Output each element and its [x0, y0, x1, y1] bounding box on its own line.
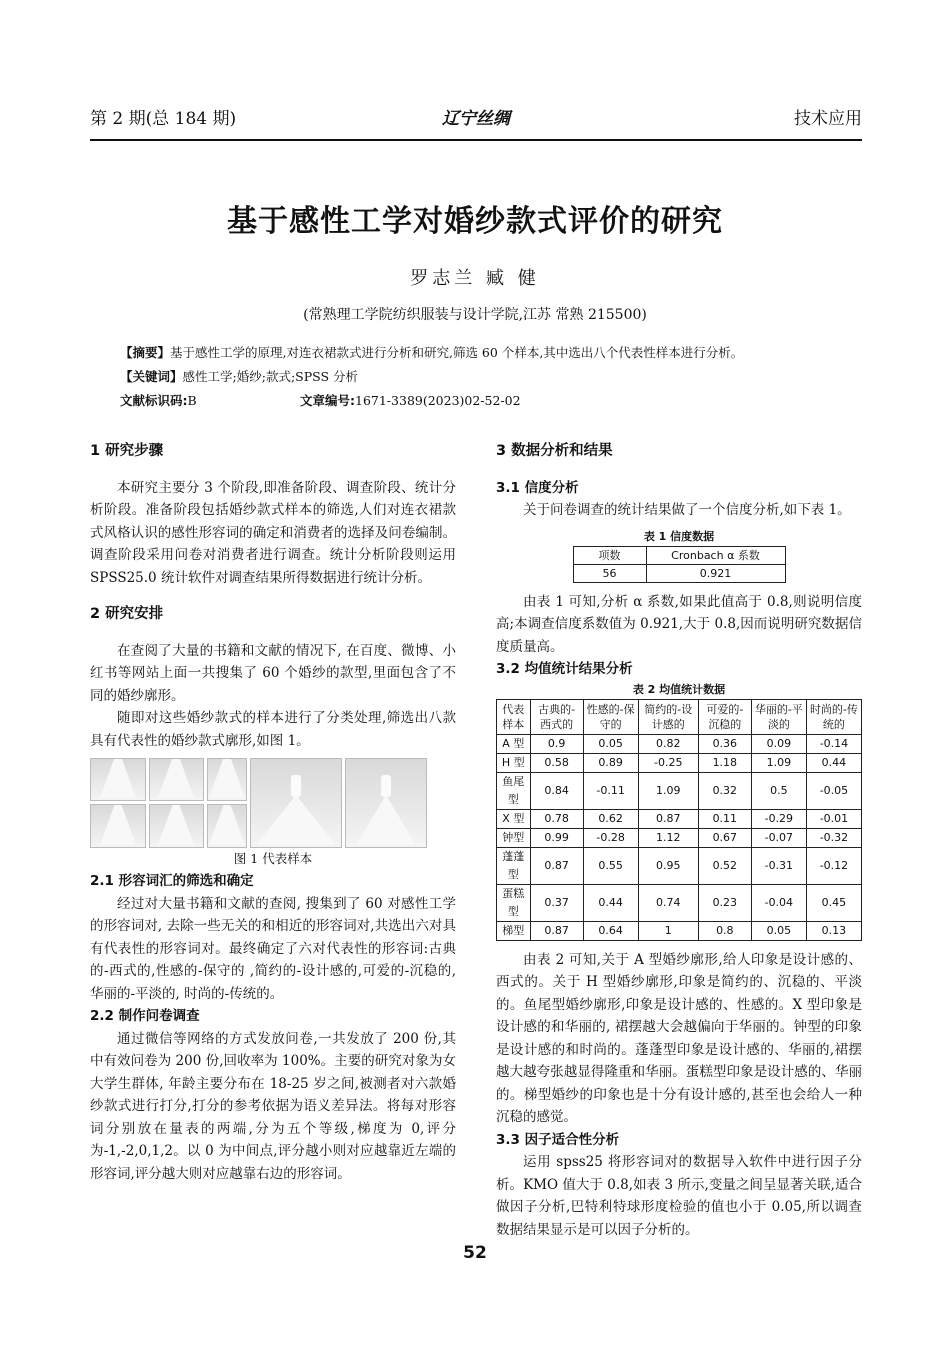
- table-cell: 0.05: [751, 921, 806, 940]
- dress-photo-5: [207, 758, 247, 801]
- header-divider: [90, 139, 862, 141]
- abstract: [120, 343, 743, 361]
- authors: 罗志兰 臧 健: [410, 268, 540, 289]
- section-2-paragraph-2: 随即对这些婚纱款式的样本进行了分类处理,筛选出八款具有代表性的婚纱款式廓形,如图 1。: [90, 710, 456, 749]
- table-cell: 1.09: [751, 753, 806, 772]
- table-cell: 0.11: [698, 809, 751, 828]
- affiliation: (常熟理工学院纺织服装与设计学院,江苏 常熟 215500): [303, 307, 647, 323]
- section-2-2-paragraph: 通过微信等网络的方式发放问卷,一共发放了 200 份,其中有效问卷为 200 份,回收率为 100%。主要的研究对象为女大学生群体, 年龄主要分布在 18-25 岁之间,被测者对六款婚纱款式进行打分,打分的参考依据为语义差异法。将每对形容词分别放在量表的两端,分为五个等级,梯度为 0,评分为-1,-2,0,1,2。以 0 为中间点,评分越小则对应越靠近左端的形容词,评分越大则对应越靠右边的形容词。: [90, 1030, 456, 1182]
- table-cell: 0.37: [530, 884, 583, 921]
- table-cell: 1.09: [638, 772, 698, 809]
- journal-name: 辽宁丝绸: [442, 109, 510, 129]
- table-row: [497, 921, 862, 940]
- section-2-heading: 2 研究安排: [90, 606, 164, 622]
- table-row: [497, 753, 862, 772]
- table-cell: 0.5: [751, 772, 806, 809]
- table-1-cell: 0.921: [646, 564, 785, 582]
- table-cell: 0.67: [698, 828, 751, 847]
- section-3-3-heading: 3.3 因子适合性分析: [496, 1131, 620, 1148]
- classification-label: 文献标识码:: [120, 393, 188, 408]
- figure-caption: 图 1 代表样本: [233, 851, 313, 866]
- row-label: 梯型: [497, 921, 531, 940]
- table-cell: 0.32: [698, 772, 751, 809]
- table-cell: -0.01: [806, 809, 861, 828]
- table-row: [497, 884, 862, 921]
- running-header: [90, 104, 862, 138]
- table-cell: 1.12: [638, 828, 698, 847]
- section-3-3-paragraph: 运用 spss25 将形容词对的数据导入软件中进行因子分析。KMO 值大于 0.8,如表 3 所示,变量之间呈显著关联,适合做因子分析,巴特利特球形度检验的值也小于 0.05,所以调查数据结果显示是可以因子分析的。: [496, 1154, 862, 1238]
- table-cell: 0.87: [638, 809, 698, 828]
- table-cell: 1: [638, 921, 698, 940]
- reliability-table: [573, 546, 786, 583]
- dress-photo-4: [149, 804, 205, 848]
- right-column: [496, 440, 862, 1241]
- table-cell: 0.9: [530, 734, 583, 753]
- table-2-header: 古典的-西式的: [530, 699, 583, 734]
- table-2-header: 性感的-保守的: [583, 699, 638, 734]
- section-3-2-paragraph: 由表 2 可知,关于 A 型婚纱廓形,给人印象是设计感的、西式的。关于 H 型婚纱廓形,印象是简约的、沉稳的、平淡的。鱼尾型婚纱廓形,印象是设计感的、性感的。X 型印象是设计感的和华丽的, 裙摆越大会越偏向于华丽的。钟型的印象是设计感的和时尚的。蓬蓬型印象是设计感的、华丽的,裙摆越大越夸张越显得隆重和华丽。蛋糕型印象是设计感的、华丽的。梯型婚纱的印象也是十分有设计感的,甚至也会给人一种沉稳的感觉。: [496, 951, 862, 1125]
- table-cell: 0.36: [698, 734, 751, 753]
- section-3-2-heading: 3.2 均值统计结果分析: [496, 661, 633, 677]
- keywords-text: 感性工学;婚纱;款式;SPSS 分析: [182, 369, 359, 384]
- table-cell: 0.58: [530, 753, 583, 772]
- table-cell: 0.87: [530, 847, 583, 884]
- table-row: [497, 772, 862, 809]
- table-cell: -0.11: [583, 772, 638, 809]
- dress-photo-1: [90, 758, 146, 801]
- section-label: 技术应用: [794, 109, 862, 129]
- table-cell: 0.62: [583, 809, 638, 828]
- table-cell: 0.52: [698, 847, 751, 884]
- row-label: 钟型: [497, 828, 531, 847]
- table-row: [497, 847, 862, 884]
- table-2-header: 可爱的-沉稳的: [698, 699, 751, 734]
- dress-photo-7: [250, 758, 342, 848]
- table-cell: -0.05: [806, 772, 861, 809]
- article-number-label: 文章编号:: [300, 393, 355, 408]
- dress-photo-3: [90, 804, 146, 848]
- section-3-heading: 3 数据分析和结果: [496, 443, 613, 459]
- table-cell: 0.84: [530, 772, 583, 809]
- section-2-2-heading: 2.2 制作问卷调查: [90, 1008, 200, 1024]
- table-cell: 0.87: [530, 921, 583, 940]
- table-2-caption: 表 2 均值统计数据: [632, 682, 726, 696]
- table-cell: 0.55: [583, 847, 638, 884]
- table-1-header: 项数: [573, 546, 646, 564]
- section-3-1-paragraph-2: 由表 1 可知,分析 α 系数,如果此值高于 0.8,则说明信度高;本调查信度系数值为 0.921,大于 0.8,因而说明研究数据信度质量高。: [496, 593, 862, 655]
- section-1-heading: 1 研究步骤: [90, 443, 164, 459]
- paper-title: 基于感性工学对婚纱款式评价的研究: [227, 204, 723, 239]
- section-2-paragraph-1: 在查阅了大量的书籍和文献的情况下, 在百度、微博、小红书等网站上面一共搜集了 60 个婚纱的款型,里面包含了不同的婚纱廓形。: [90, 642, 456, 704]
- abstract-label: 【摘要】: [120, 345, 171, 360]
- table-cell: -0.28: [583, 828, 638, 847]
- table-cell: -0.07: [751, 828, 806, 847]
- table-cell: 0.09: [751, 734, 806, 753]
- table-cell: 1.18: [698, 753, 751, 772]
- row-label: 蓬蓬型: [497, 847, 531, 884]
- table-cell: 0.89: [583, 753, 638, 772]
- table-row: [497, 809, 862, 828]
- classification-value: B: [187, 393, 197, 408]
- table-cell: -0.32: [806, 828, 861, 847]
- issue-label: 第 2 期(总 184 期): [90, 109, 237, 129]
- table-2-header-row: [497, 699, 862, 734]
- left-column: [90, 440, 456, 1185]
- table-cell: 0.99: [530, 828, 583, 847]
- keywords-label: 【关键词】: [120, 369, 183, 384]
- table-cell: 0.64: [583, 921, 638, 940]
- dress-photo-6: [207, 804, 247, 848]
- row-label: A 型: [497, 734, 531, 753]
- row-label: X 型: [497, 809, 531, 828]
- keywords: [120, 367, 358, 385]
- table-cell: 0.45: [806, 884, 861, 921]
- row-label: H 型: [497, 753, 531, 772]
- table-cell: 0.95: [638, 847, 698, 884]
- dress-photo-2: [149, 758, 205, 801]
- table-2-header: 简约的-设计感的: [638, 699, 698, 734]
- table-cell: -0.25: [638, 753, 698, 772]
- table-2-header: 华丽的-平淡的: [751, 699, 806, 734]
- table-row: [497, 734, 862, 753]
- dress-photo-8: [345, 758, 427, 848]
- row-label: 鱼尾型: [497, 772, 531, 809]
- table-cell: 0.05: [583, 734, 638, 753]
- table-1-cell: 56: [573, 564, 646, 582]
- table-cell: 0.44: [806, 753, 861, 772]
- table-cell: -0.14: [806, 734, 861, 753]
- table-cell: -0.31: [751, 847, 806, 884]
- table-2-header: 时尚的-传统的: [806, 699, 861, 734]
- section-1-paragraph: 本研究主要分 3 个阶段,即准备阶段、调查阶段、统计分析阶段。准备阶段包括婚纱款式样本的筛选,人们对连衣裙款式风格认识的感性形容词的确定和消费者的选择及问卷编制。调查阶段采用问卷对消费者进行调查。统计分析阶段则运用 SPSS25.0 统计软件对调查结果所得数据进行统计分析。: [90, 479, 456, 586]
- sample-figure: [90, 758, 456, 848]
- section-3-1-heading: 3.1 信度分析: [496, 479, 579, 496]
- table-1-caption: 表 1 信度数据: [643, 529, 715, 543]
- abstract-text: 基于感性工学的原理,对连衣裙款式进行分析和研究,筛选 60 个样本,其中选出八个代表性样本进行分析。: [170, 345, 744, 360]
- table-cell: 0.74: [638, 884, 698, 921]
- table-cell: 0.23: [698, 884, 751, 921]
- mean-values-table: [496, 699, 862, 941]
- table-cell: -0.12: [806, 847, 861, 884]
- table-row: [497, 828, 862, 847]
- table-cell: 0.8: [698, 921, 751, 940]
- table-2-header: 代表样本: [497, 699, 531, 734]
- table-cell: 0.82: [638, 734, 698, 753]
- table-cell: 0.13: [806, 921, 861, 940]
- section-3-1-paragraph-1: 关于问卷调查的统计结果做了一个信度分析,如下表 1。: [523, 502, 851, 518]
- table-cell: -0.29: [751, 809, 806, 828]
- table-cell: -0.04: [751, 884, 806, 921]
- section-2-1-heading: 2.1 形容词汇的筛选和确定: [90, 873, 254, 889]
- row-label: 蛋糕型: [497, 884, 531, 921]
- section-2-1-paragraph: 经过对大量书籍和文献的查阅, 搜集到了 60 对感性工学的形容词对, 去除一些无关的和相近的形容词对,共选出六对具有代表性的形容词对。最终确定了六对代表性的形容词:古典的-西式的,性感的-保守的 ,简约的-设计感的,可爱的-沉稳的, 华丽的-平淡的, 时尚的-传统的。: [90, 895, 456, 1002]
- article-ids: [120, 391, 521, 409]
- article-number-value: 1671-3389(2023)02-52-02: [355, 393, 521, 408]
- page-number: 52: [463, 1243, 487, 1263]
- table-cell: 0.78: [530, 809, 583, 828]
- table-1-header: Cronbach α 系数: [646, 546, 785, 564]
- table-cell: 0.44: [583, 884, 638, 921]
